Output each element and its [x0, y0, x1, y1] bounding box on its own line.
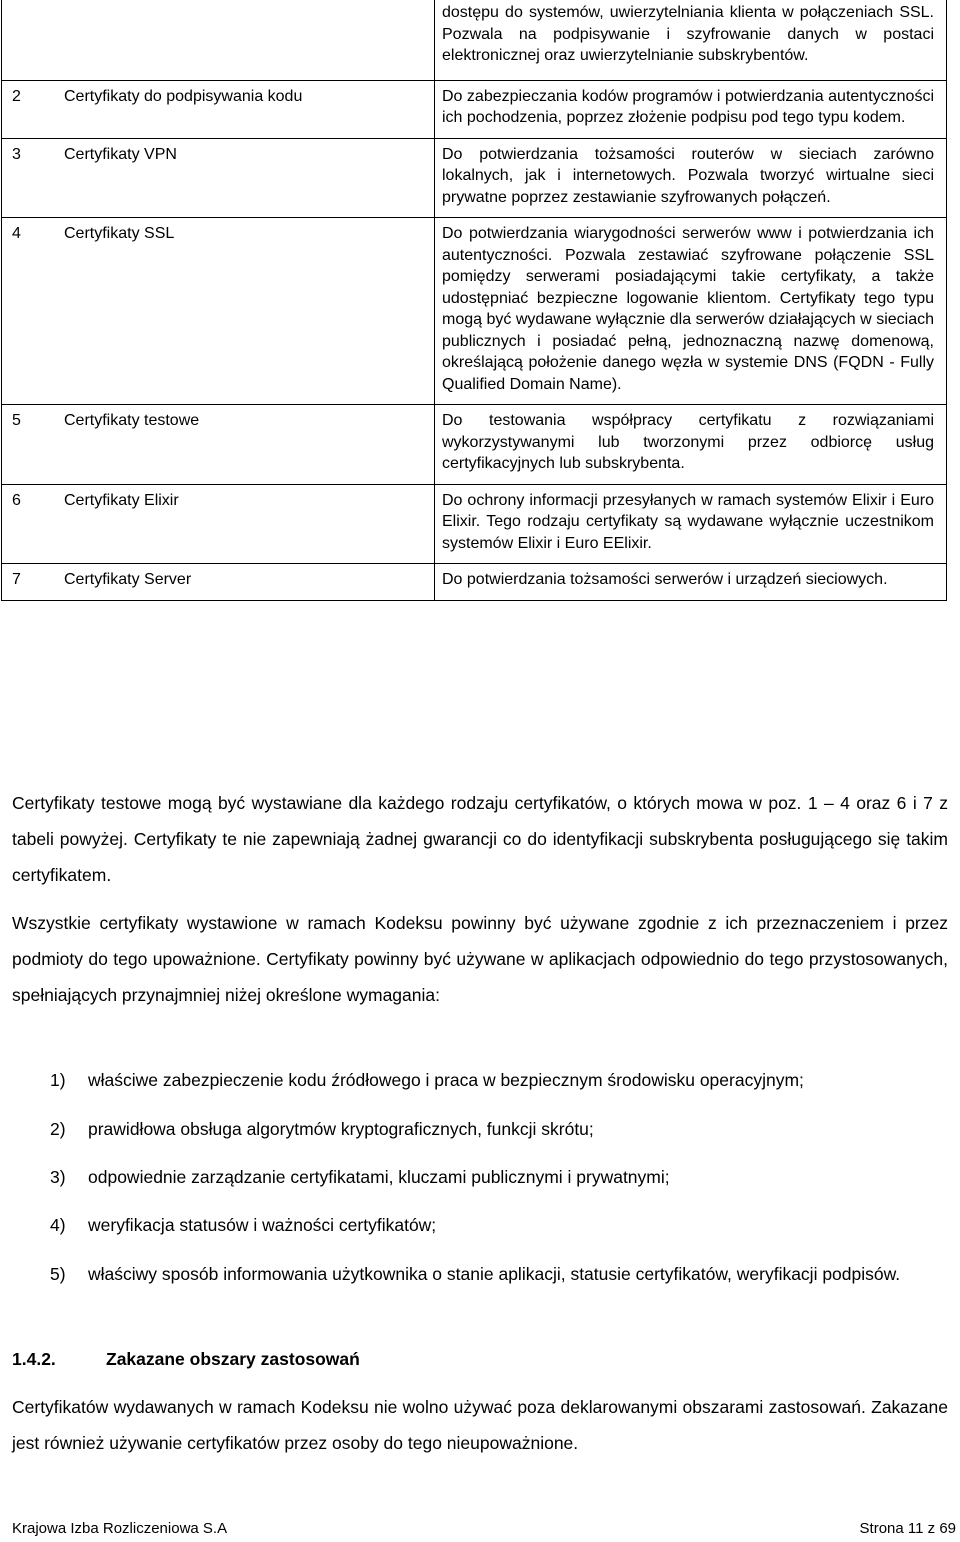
table-row — [2, 0, 947, 80]
footer-organization: Krajowa Izba Rozliczeniowa S.A — [12, 1520, 228, 1537]
certificate-table-body — [2, 0, 947, 600]
list-item-text: odpowiednie zarządzanie certyfikatami, kluczami publicznymi i prywatnymi; — [88, 1167, 670, 1187]
row-number: 5 — [2, 405, 55, 485]
table-row — [2, 564, 947, 601]
table-row — [2, 138, 947, 218]
list-item-number: 1) — [50, 1070, 66, 1090]
certificate-name — [54, 0, 435, 80]
list-item-number: 4) — [50, 1215, 66, 1235]
list-item-number: 5) — [50, 1264, 66, 1284]
certificate-name: Certyfikaty do podpisywania kodu — [54, 80, 435, 138]
certificate-name: Certyfikaty SSL — [54, 218, 435, 405]
certificate-description: Do potwierdzania tożsamości serwerów i urządzeń sieciowych. — [435, 564, 947, 601]
certificate-description: Do zabezpieczania kodów programów i potwierdzania autentyczności ich pochodzenia, poprzez złożenie podpisu pod tego typu kodem. — [435, 80, 947, 138]
row-number: 4 — [2, 218, 55, 405]
list-item-text: prawidłowa obsługa algorytmów kryptograficznych, funkcji skrótu; — [88, 1119, 594, 1139]
list-item-number: 3) — [50, 1167, 66, 1187]
certificate-description: Do potwierdzania tożsamości routerów w sieciach zarówno lokalnych, jak i internetowych. Pozwala tworzyć wirtualne sieci prywatne poprzez zestawianie szyfrowanych połączeń. — [435, 138, 947, 218]
certificate-description: dostępu do systemów, uwierzytelniania klienta w połączeniach SSL. Pozwala na podpisywanie i szyfrowanie danych w postaci elektronicznej oraz uwierzytelnianie subskrybentów. — [435, 0, 947, 80]
certificate-description: Do potwierdzania wiarygodności serwerów www i potwierdzania ich autentyczności. Pozwala zestawiać szyfrowane połączenie SSL pomiędzy serwerami posiadającymi takie certyfikaty, a także udostępniać bezpieczne logowanie klientom. Certyfikaty tego typu mogą być wydawane wyłącznie dla serwerów działających w sieciach publicznych i posiadać pełną, jednoznaczną nazwę domenową, określającą położenie danego węzła w systemie DNS (FQDN - Fully Qualified Domain Name). — [435, 218, 947, 405]
certificate-types-table — [1, 0, 947, 601]
table-row — [2, 405, 947, 485]
certificate-name: Certyfikaty Server — [54, 564, 435, 601]
table-row — [2, 484, 947, 564]
section-number: 1.4.2. — [12, 1349, 56, 1369]
row-number: 3 — [2, 138, 55, 218]
row-number: 6 — [2, 484, 55, 564]
list-item-text: właściwe zabezpieczenie kodu źródłowego i praca w bezpiecznym środowisku operacyjnym; — [88, 1070, 804, 1090]
row-number: 2 — [2, 80, 55, 138]
certificate-description: Do ochrony informacji przesyłanych w ramach systemów Elixir i Euro Elixir. Tego rodzaju certyfikaty są wydawane wyłącznie uczestnikom systemów Elixir i Euro EElixir. — [435, 484, 947, 564]
table-row — [2, 80, 947, 138]
certificate-name: Certyfikaty Elixir — [54, 484, 435, 564]
section-title: Zakazane obszary zastosowań — [106, 1349, 360, 1369]
list-item-text: weryfikacja statusów i ważności certyfikatów; — [88, 1215, 437, 1235]
footer-page-number: Strona 11 z 69 — [859, 1520, 956, 1537]
paragraph-usage-requirements: Wszystkie certyfikaty wystawione w ramach Kodeksu powinny być używane zgodnie z ich przeznaczeniem i przez podmioty do tego upoważnione. Certyfikaty powinny być używane w aplikacjach odpowiednio do tego przystosowanych, spełniających przynajmniej niżej określone wymagania: — [12, 913, 948, 1005]
list-item-text: właściwy sposób informowania użytkownika o stanie aplikacji, statusie certyfikatów, weryfikacji podpisów. — [88, 1264, 901, 1284]
paragraph-test-certificates: Certyfikaty testowe mogą być wystawiane dla każdego rodzaju certyfikatów, o których mowa w poz. 1 – 4 oraz 6 i 7 z tabeli powyżej. Certyfikaty te nie zapewniają żadnej gwarancji co do identyfikacji subskrybenta posługującego się takim certyfikatem. — [12, 793, 948, 885]
certificate-name: Certyfikaty testowe — [54, 405, 435, 485]
certificate-description: Do testowania współpracy certyfikatu z rozwiązaniami wykorzystywanymi lub tworzonymi przez odbiorcę usług certyfikacyjnych lub subskrybenta. — [435, 405, 947, 485]
list-item-number: 2) — [50, 1119, 66, 1139]
table-row — [2, 218, 947, 405]
row-number: 7 — [2, 564, 55, 601]
certificate-name: Certyfikaty VPN — [54, 138, 435, 218]
row-number — [2, 0, 55, 80]
paragraph-prohibited-uses: Certyfikatów wydawanych w ramach Kodeksu nie wolno używać poza deklarowanymi obszarami zastosowań. Zakazane jest również używanie certyfikatów przez osoby do tego nieupoważnione. — [12, 1397, 948, 1453]
